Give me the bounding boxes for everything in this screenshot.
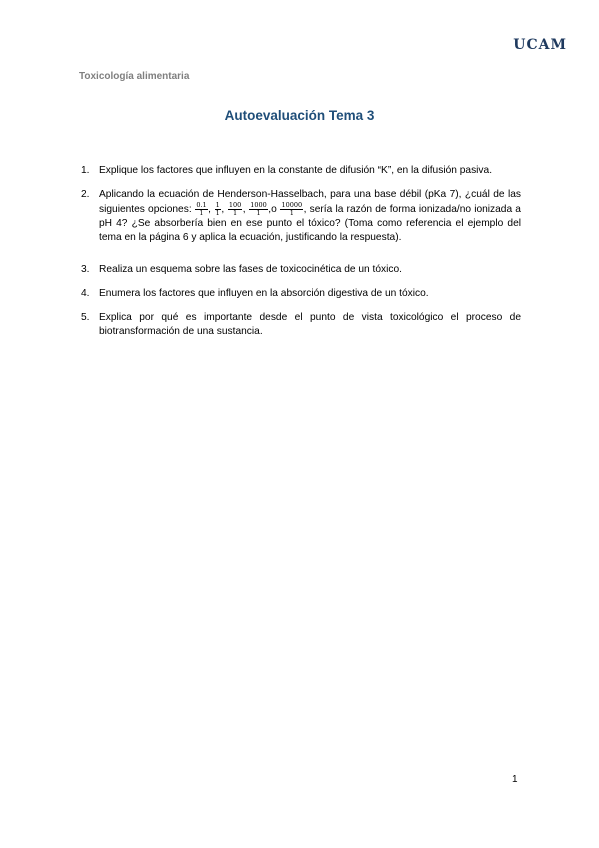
fraction <box>195 202 207 217</box>
fraction-separator: , <box>242 204 249 216</box>
page-number: 1 <box>512 774 518 785</box>
question-1 <box>79 164 521 178</box>
question-text: Explique los factores que influyen en la constante de difusión “K”, en la difusión pasiva. <box>99 165 493 176</box>
fraction-separator: ,o <box>268 204 280 216</box>
question-4 <box>79 287 521 301</box>
fraction-denominator: 1 <box>289 209 294 217</box>
fraction-numerator: 10000 <box>281 201 303 209</box>
document-title: Autoevaluación Tema 3 <box>224 108 375 123</box>
question-text: Explica por qué es importante desde el punto de vista toxicológico el proceso de biotransformación de una sustancia. <box>99 312 521 338</box>
fraction-separator: , <box>221 204 228 216</box>
ucam-logo: UCAM <box>513 37 567 53</box>
fraction <box>249 202 268 217</box>
question-number: 4. <box>81 288 90 300</box>
question-list <box>79 164 521 349</box>
fraction <box>228 202 242 217</box>
question-2 <box>79 188 521 245</box>
question-number: 3. <box>81 264 90 276</box>
fraction <box>215 202 221 217</box>
fraction-denominator: 1 <box>232 209 238 217</box>
fraction-numerator: 100 <box>228 201 242 209</box>
fraction-denominator: 1 <box>199 209 204 217</box>
fraction <box>280 202 303 217</box>
question-text-before: Aplicando la ecuación de Henderson-Hasselbach, para una base débil (pKa 7), ¿cuál de las siguientes opciones: <box>99 189 521 216</box>
question-3 <box>79 263 521 277</box>
fraction-denominator: 1 <box>256 209 261 217</box>
question-number: 2. <box>81 189 90 200</box>
question-number: 5. <box>81 312 90 324</box>
question-number: 1. <box>81 165 90 176</box>
course-title: Toxicología alimentaria <box>79 71 190 82</box>
fraction-numerator: 0.1 <box>196 201 207 209</box>
question-text: Enumera los factores que influyen en la absorción digestiva de un tóxico. <box>99 288 429 300</box>
question-text-after: , sería la razón de forma ionizada/no ionizada a pH 4? ¿Se absorbería bien en ese punto el tóxico? (Toma como referencia el ejemplo del tema en la página 6 y aplica la ecuación, justificando la respuesta). <box>99 204 521 244</box>
question-text: Realiza un esquema sobre las fases de toxicocinética de un tóxico. <box>99 264 402 276</box>
question-text <box>99 188 521 245</box>
question-5 <box>79 311 521 339</box>
fraction-numerator: 1000 <box>250 201 267 209</box>
fraction-numerator: 1 <box>215 201 220 209</box>
fraction-denominator: 1 <box>215 209 220 217</box>
fraction-separator: , <box>208 204 215 216</box>
